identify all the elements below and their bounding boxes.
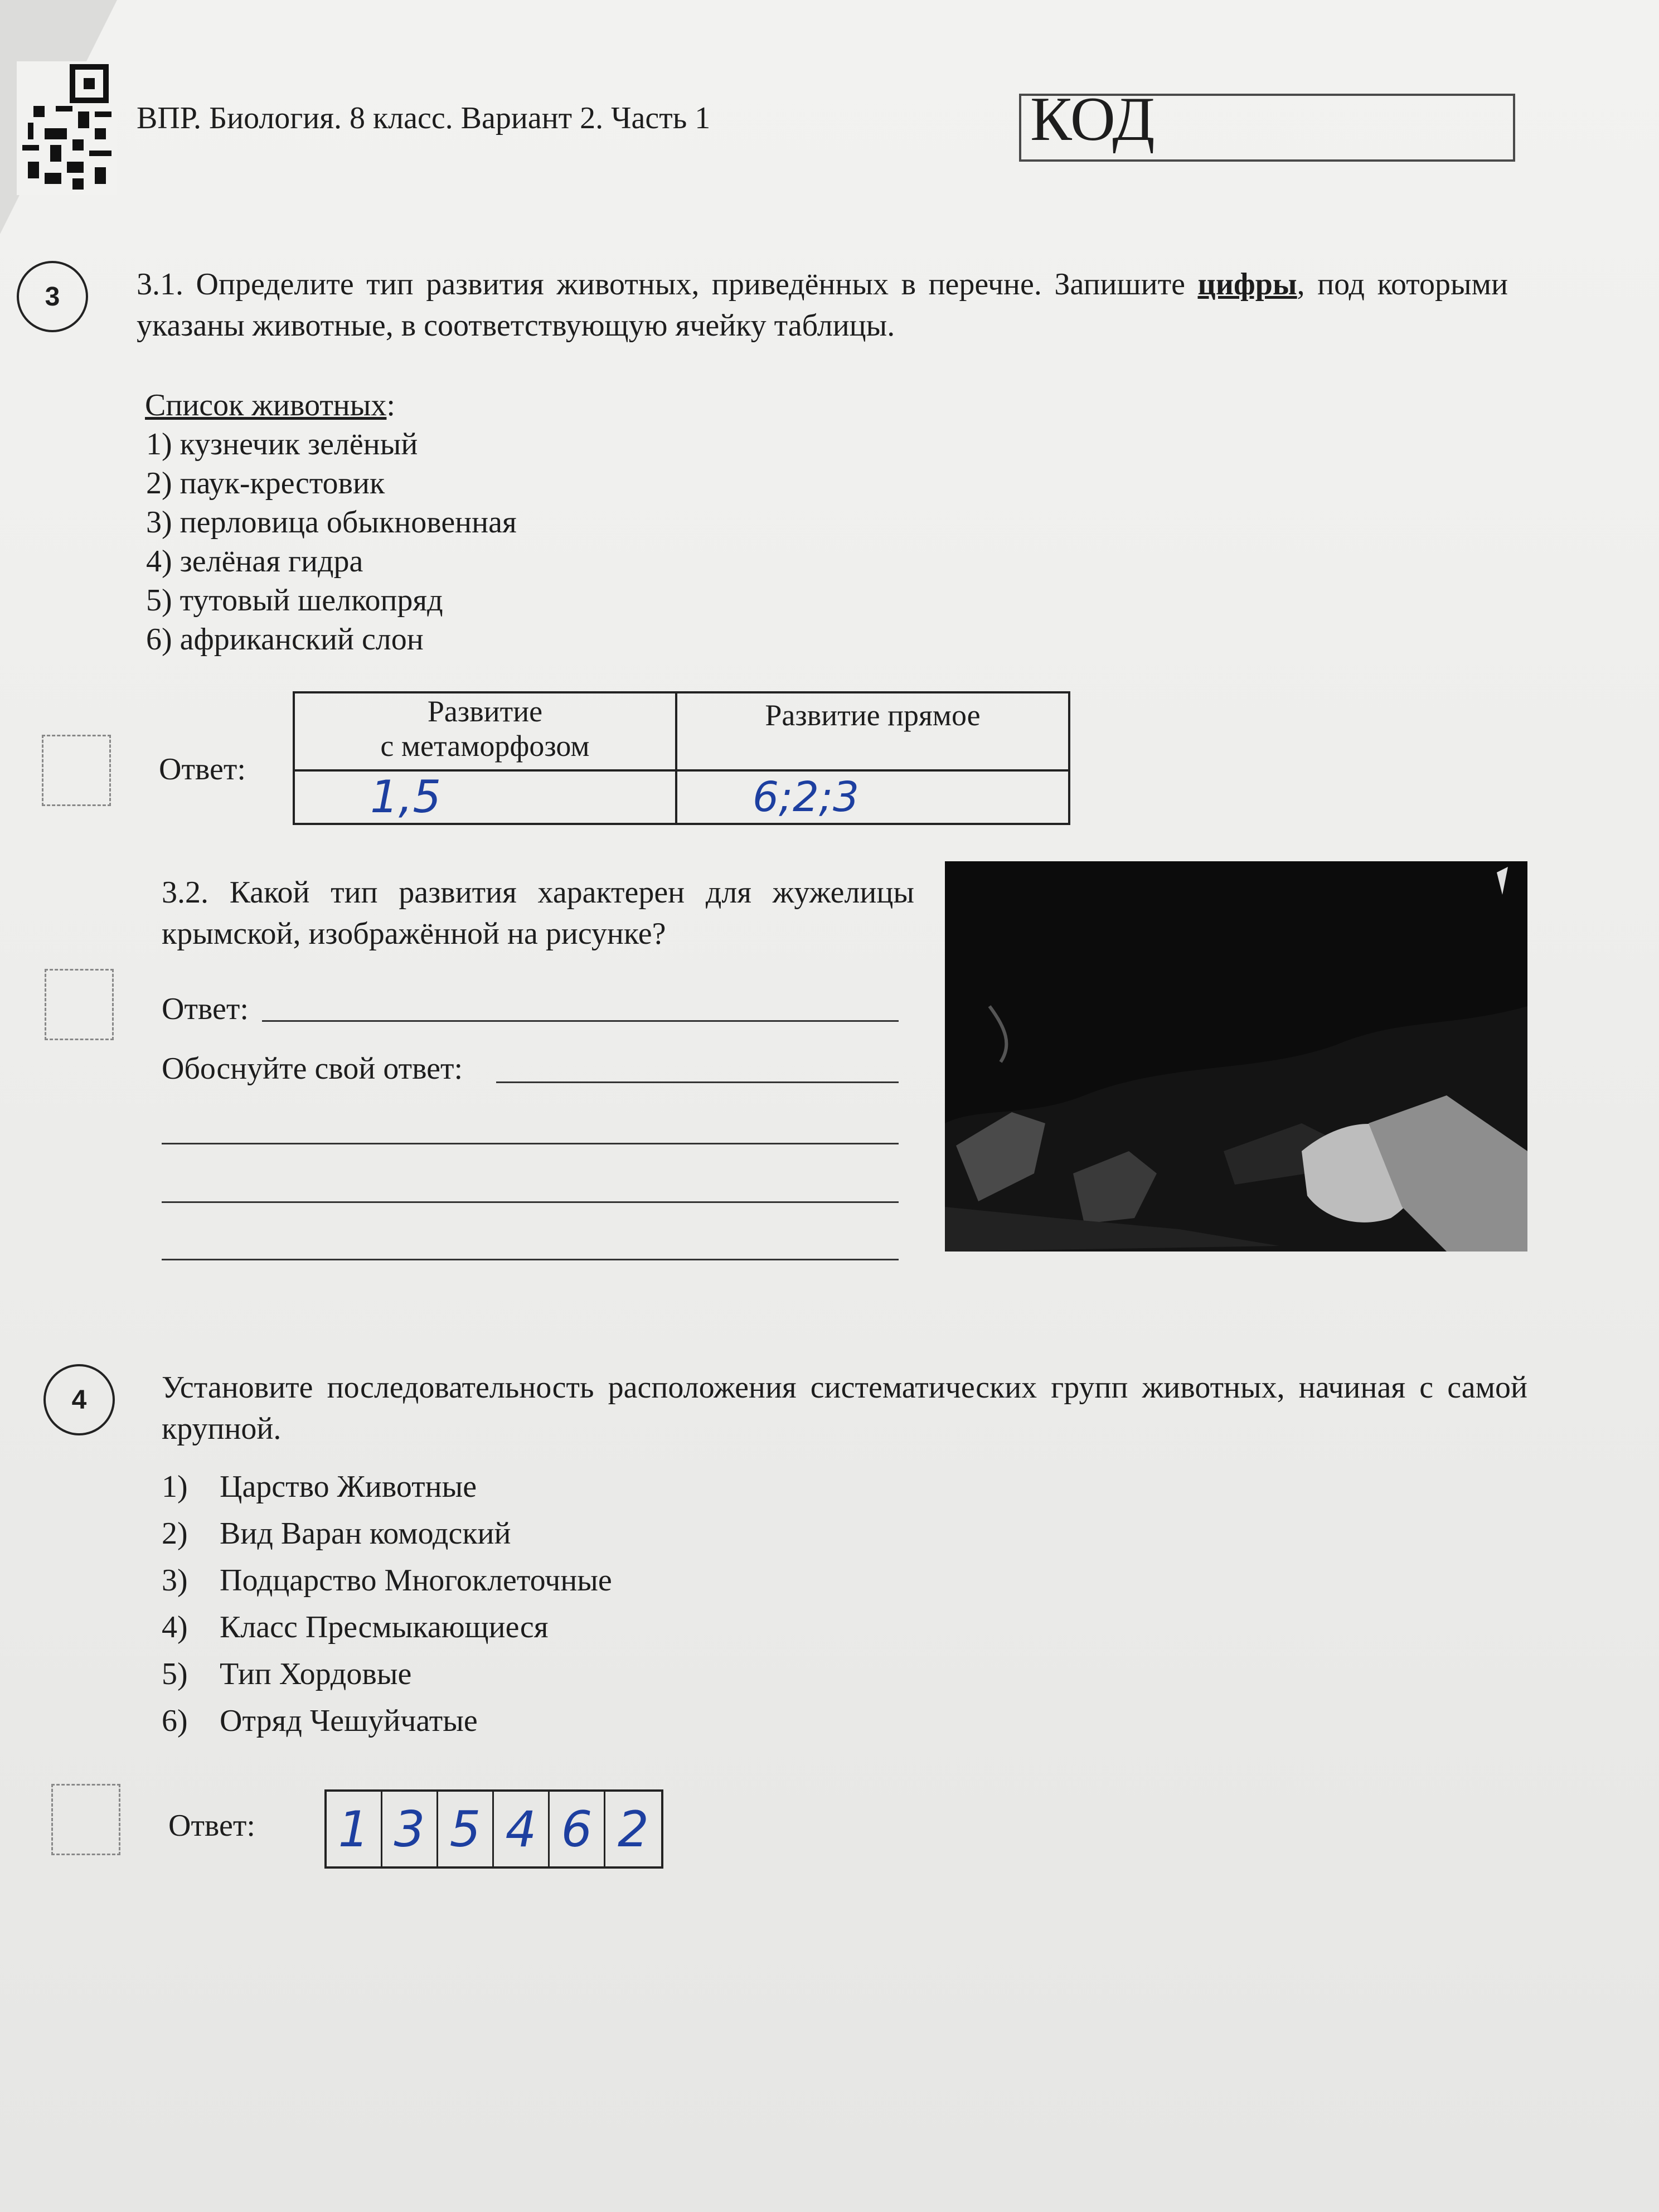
table-header-metamorphosis-line2: с метаморфозом: [380, 729, 590, 763]
sequence-item-text: Царство Животные: [220, 1469, 477, 1504]
answer-digit-cell[interactable]: 2: [618, 1800, 649, 1858]
sequence-item: [162, 1655, 411, 1694]
justify-line[interactable]: [162, 1201, 899, 1203]
question-4-number: 4: [43, 1364, 115, 1435]
sequence-item-number: 1): [162, 1469, 188, 1504]
question-3-number: 3: [17, 261, 88, 332]
answer-cells-4: [324, 1789, 663, 1869]
answer-label-3-1: Ответ:: [159, 752, 246, 787]
answer-cell-metamorphosis[interactable]: 1,5: [294, 770, 676, 824]
justify-label-3-2: Обоснуйте свой ответ:: [162, 1051, 463, 1086]
header-title: ВПР. Биология. 8 класс. Вариант 2. Часть 1: [137, 101, 711, 135]
sequence-item: [162, 1467, 477, 1506]
sequence-item-text: Тип Хордовые: [220, 1657, 412, 1691]
question-3-1-text-after: , под которыми указаны животные, в соответствующую ячейку таблицы.: [137, 267, 1508, 343]
justify-line[interactable]: [496, 1081, 899, 1083]
animal-list-title-text: Список животных: [145, 388, 387, 423]
animal-list-item: 1) кузнечик зелёный: [146, 427, 418, 462]
table-header-metamorphosis-line1: Развитие: [427, 695, 543, 728]
sequence-item-number: 4): [162, 1610, 188, 1645]
answer-digit-cell[interactable]: 4: [494, 1792, 550, 1866]
animal-list-item: 3) перловица обыкновенная: [146, 505, 517, 540]
animal-list-item: 4) зелёная гидра: [146, 544, 363, 579]
animal-list-title-colon: :: [386, 388, 395, 423]
question-3-1-text-before: 3.1. Определите тип развития животных, приведённых в перечне. Запишите: [137, 267, 1198, 302]
sequence-item-text: Вид Варан комодский: [220, 1516, 511, 1551]
answer-label-3-2: Ответ:: [162, 992, 249, 1026]
answer-label-4: Ответ:: [168, 1808, 255, 1843]
answer-table-3-1: [293, 691, 1070, 825]
beetle-photo: [945, 861, 1527, 1251]
answer-digit-cell[interactable]: 1: [327, 1792, 382, 1866]
score-box-3-2[interactable]: [45, 969, 114, 1040]
question-3-2-text: 3.2. Какой тип развития характерен для жужелицы крымской, изображённой на рисунке?: [162, 875, 914, 951]
sequence-item-number: 3): [162, 1563, 188, 1598]
answer-line[interactable]: [262, 1020, 899, 1022]
answer-digit-cell[interactable]: 6: [550, 1792, 605, 1866]
justify-line[interactable]: [162, 1143, 899, 1144]
sequence-item-number: 2): [162, 1516, 188, 1551]
table-header-metamorphosis: [294, 692, 676, 770]
animal-list-item: 5) тутовый шелкопряд: [146, 583, 443, 618]
sequence-item-number: 5): [162, 1657, 188, 1691]
sequence-item: [162, 1514, 511, 1553]
question-3-1-text: [137, 264, 1508, 346]
question-4-text: Установите последовательность расположения систематических групп животных, начиная с самой крупной.: [162, 1370, 1527, 1446]
qr-code: [17, 61, 117, 195]
answer-digit-cell[interactable]: 3: [382, 1792, 438, 1866]
sequence-item-number: 6): [162, 1704, 188, 1738]
question-3-1-text-bold: цифры: [1197, 267, 1297, 302]
sequence-item-text: Отряд Чешуйчатые: [220, 1704, 478, 1738]
animal-list-item: 6) африканский слон: [146, 622, 424, 657]
sequence-item-text: Подцарство Многоклеточные: [220, 1563, 612, 1598]
score-box-3-1[interactable]: [42, 735, 111, 806]
answer-digit-cell[interactable]: 5: [438, 1792, 494, 1866]
sequence-item: [162, 1701, 478, 1740]
score-box-4[interactable]: [51, 1784, 120, 1855]
sequence-item-text: Класс Пресмыкающиеся: [220, 1610, 549, 1645]
animal-list-item: 2) паук-крестовик: [146, 466, 385, 501]
sequence-item: [162, 1608, 548, 1647]
animal-list-title: [145, 386, 395, 425]
justify-line[interactable]: [162, 1259, 899, 1260]
answer-cell-direct[interactable]: 6;2;3: [676, 770, 1069, 824]
table-header-direct: Развитие прямое: [676, 692, 1069, 770]
code-label: КОД: [1030, 85, 1155, 154]
sequence-item: [162, 1561, 612, 1600]
